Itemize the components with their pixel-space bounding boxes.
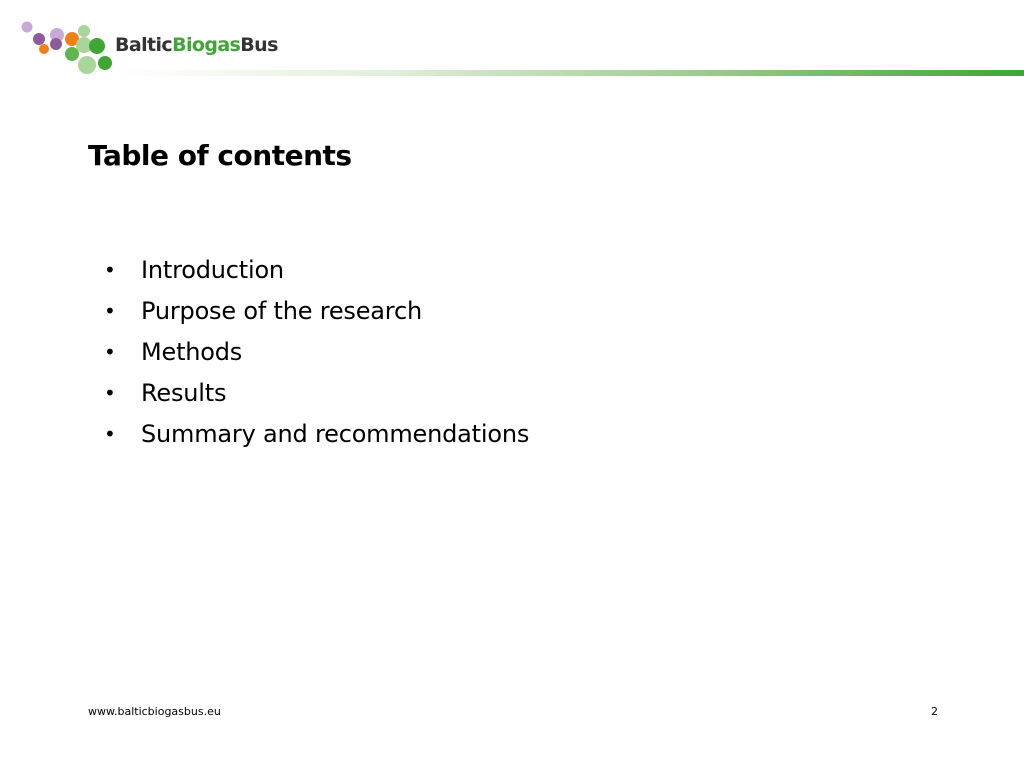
list-item-label: Results [141, 379, 227, 407]
page-number: 2 [931, 705, 938, 718]
logo-wordmark [115, 34, 278, 56]
logo-word-biogas: Biogas [172, 34, 241, 56]
list-item-label: Summary and recommendations [141, 420, 530, 448]
logo-word-bus: Bus [240, 34, 278, 56]
baltic-biogas-bus-logo [18, 18, 288, 78]
bullet-icon: • [104, 381, 116, 405]
list-item-label: Methods [141, 338, 243, 366]
bullet-icon: • [104, 258, 116, 282]
footer-url[interactable]: www.balticbiogasbus.eu [88, 705, 221, 718]
slide-title: Table of contents [88, 139, 352, 172]
bullet-icon: • [104, 340, 116, 364]
logo-word-baltic: Baltic [115, 34, 173, 56]
logo-dots-icon [18, 18, 118, 78]
list-item-label: Introduction [141, 256, 284, 284]
bullet-icon: • [104, 299, 116, 323]
list-item-label: Purpose of the research [141, 297, 422, 325]
bullet-icon: • [104, 422, 116, 446]
header-divider [112, 70, 1024, 76]
